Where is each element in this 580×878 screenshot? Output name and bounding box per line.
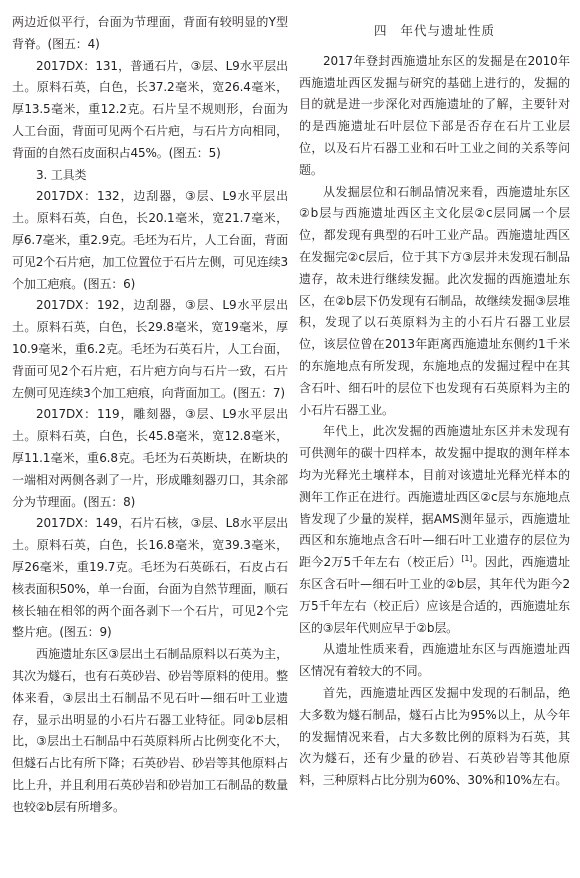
right-column (299, 12, 570, 792)
paragraph-raw-materials: 首先，西施遗址西区发掘中发现的石制品，绝大多数为燧石制品，燧石占比为95%以上，从今年的发掘情况来看，占大多数比例的原料为石英，其次为燧石，还有少量的砂岩、石英砂岩等其他原料，三种原料占比分别为60%、30%和10%左右。 (299, 685, 570, 788)
dating-text-after: 。因此，西施遗址东区含石叶—细石叶工业的②b层，其年代为距今2万5千年左右（校正后）应该是合适的，西施遗址东区的③层年代则应早于②b层。 (299, 555, 570, 635)
paragraph-site-nature: 从遗址性质来看，西施遗址东区与西施遗址西区情况有着较大的不同。 (299, 642, 570, 679)
paragraph-excavation-background: 2017年登封西施遗址东区的发掘是在2010年西施遗址西区发掘与研究的基础上进行的，发掘的目的就是进一步深化对西施遗址的了解，主要针对的是西施遗址石叶层位下部是否存在石片工业层位，以及石片石器工业和石叶工业之间的关系等问题。 (299, 53, 570, 177)
paragraph-artifact-149: 2017DX：149，石片石核，③层、L8水平层出土。原料石英，白色，长16.8毫米，宽39.3毫米，厚26毫米，重19.7克。毛坯为石英砾石，石皮占石核表面积50%，单一台面，台面为自然节理面，顺石核长轴在相邻的两个面各剥下一个石片，可见2个完整片疤。(图五：9) (12, 516, 288, 640)
dating-text-before: 年代上，此次发掘的西施遗址东区并未发现有可供测年的碳十四样本，故发掘中提取的测年样本均为光释光土壤样本，目前对该遗址光释光样本的测年工作正在进行。西施遗址西区②c层与东施地点皆发现了少量的炭样，据AMS测年显示，西施遗址西区和东施地点含石叶—细石叶工业遗存的层位为距今2万5千年左右（校正后） (299, 424, 570, 570)
paragraph-layer-comparison: 从发掘层位和石制品情况来看，西施遗址东区②b层与西施遗址西区主文化层②c层同属一个层位，都发现有典型的石叶工业产品。西施遗址西区在发掘完②c层后，位于其下方③层并未发现石制品遗存，故未进行继续发掘。此次发掘的西施遗址东区，在②b层下仍发现有石制品，故继续发掘③层堆积，发现了以石英原料为主的小石片石器工业层位，该层位曾在2013年距离西施遗址东侧约1千米的东施地点有所发现，东施地点的发掘过程中在其含石叶、细石叶的层位下也发现有石英原料为主的小石片石器工业。 (299, 184, 570, 417)
section-number: 四 (373, 23, 388, 38)
subheading-tools: 3. 工具类 (36, 167, 87, 182)
paragraph-continuation: 两边近似平行，台面为节理面，背面有较明显的Y型背脊。(图五：4) (12, 15, 288, 51)
paragraph-artifact-192: 2017DX：192，边刮器，③层、L9水平层出土。原料石英，白色，长29.8毫米，宽19毫米，厚10.9毫米，重6.2克。毛坯为石英石片，人工台面，背面可见2个石片疤，石片疤方向与石片一致，石片左侧可见连续3个加工疤痕，向背面加工。(图五：7) (12, 298, 288, 400)
section-title: 年代与遗址性质 (400, 23, 495, 38)
paragraph-artifact-131: 2017DX：131，普通石片，③层、L9水平层出土。原料石英，白色，长37.2毫米，宽26.4毫米，厚13.5毫米，重12.2克。石片呈不规则形，台面为人工台面，背面可见两个石片疤，与石片方向相同，背面的自然石皮面积占45%。(图五：5) (12, 58, 288, 160)
reference-mark: [1] (461, 554, 473, 564)
left-column (12, 12, 288, 818)
paragraph-layer3-summary: 西施遗址东区③层出土石制品原料以石英为主，其次为燧石，也有石英砂岩、砂岩等原料的使用。整体来看，③层出土石制品不见石叶—细石叶工业遗存，显示出明显的小石片石器工业特征。同②b层相比，③层出土石制品中石英原料所占比例变化不大，但燧石占比有所下降；石英砂岩、砂岩等其他原料占比上升，并且利用石英砂岩和砂岩加工石制品的数量也较②b层有所增多。 (12, 647, 288, 814)
paragraph-artifact-119: 2017DX：119，雕刻器，③层、L9水平层出土。原料石英，白色，长45.8毫米，宽12.8毫米，厚11.1毫米，重6.8克。毛坯为石英断块，在断块的一端相对两侧各剥了一片，形成雕刻器刃口，其余部分为节理面。(图五：8) (12, 407, 288, 509)
section-heading (299, 12, 570, 51)
paragraph-dating (299, 421, 570, 639)
paragraph-artifact-132: 2017DX：132，边刮器，③层、L9水平层出土。原料石英，白色，长20.1毫米，宽21.7毫米，厚6.7毫米，重2.9克。毛坯为石片，人工台面，背面可见2个石片疤，加工位置位于石片左侧，可见连续3个加工疤痕。(图五：6) (12, 189, 288, 291)
